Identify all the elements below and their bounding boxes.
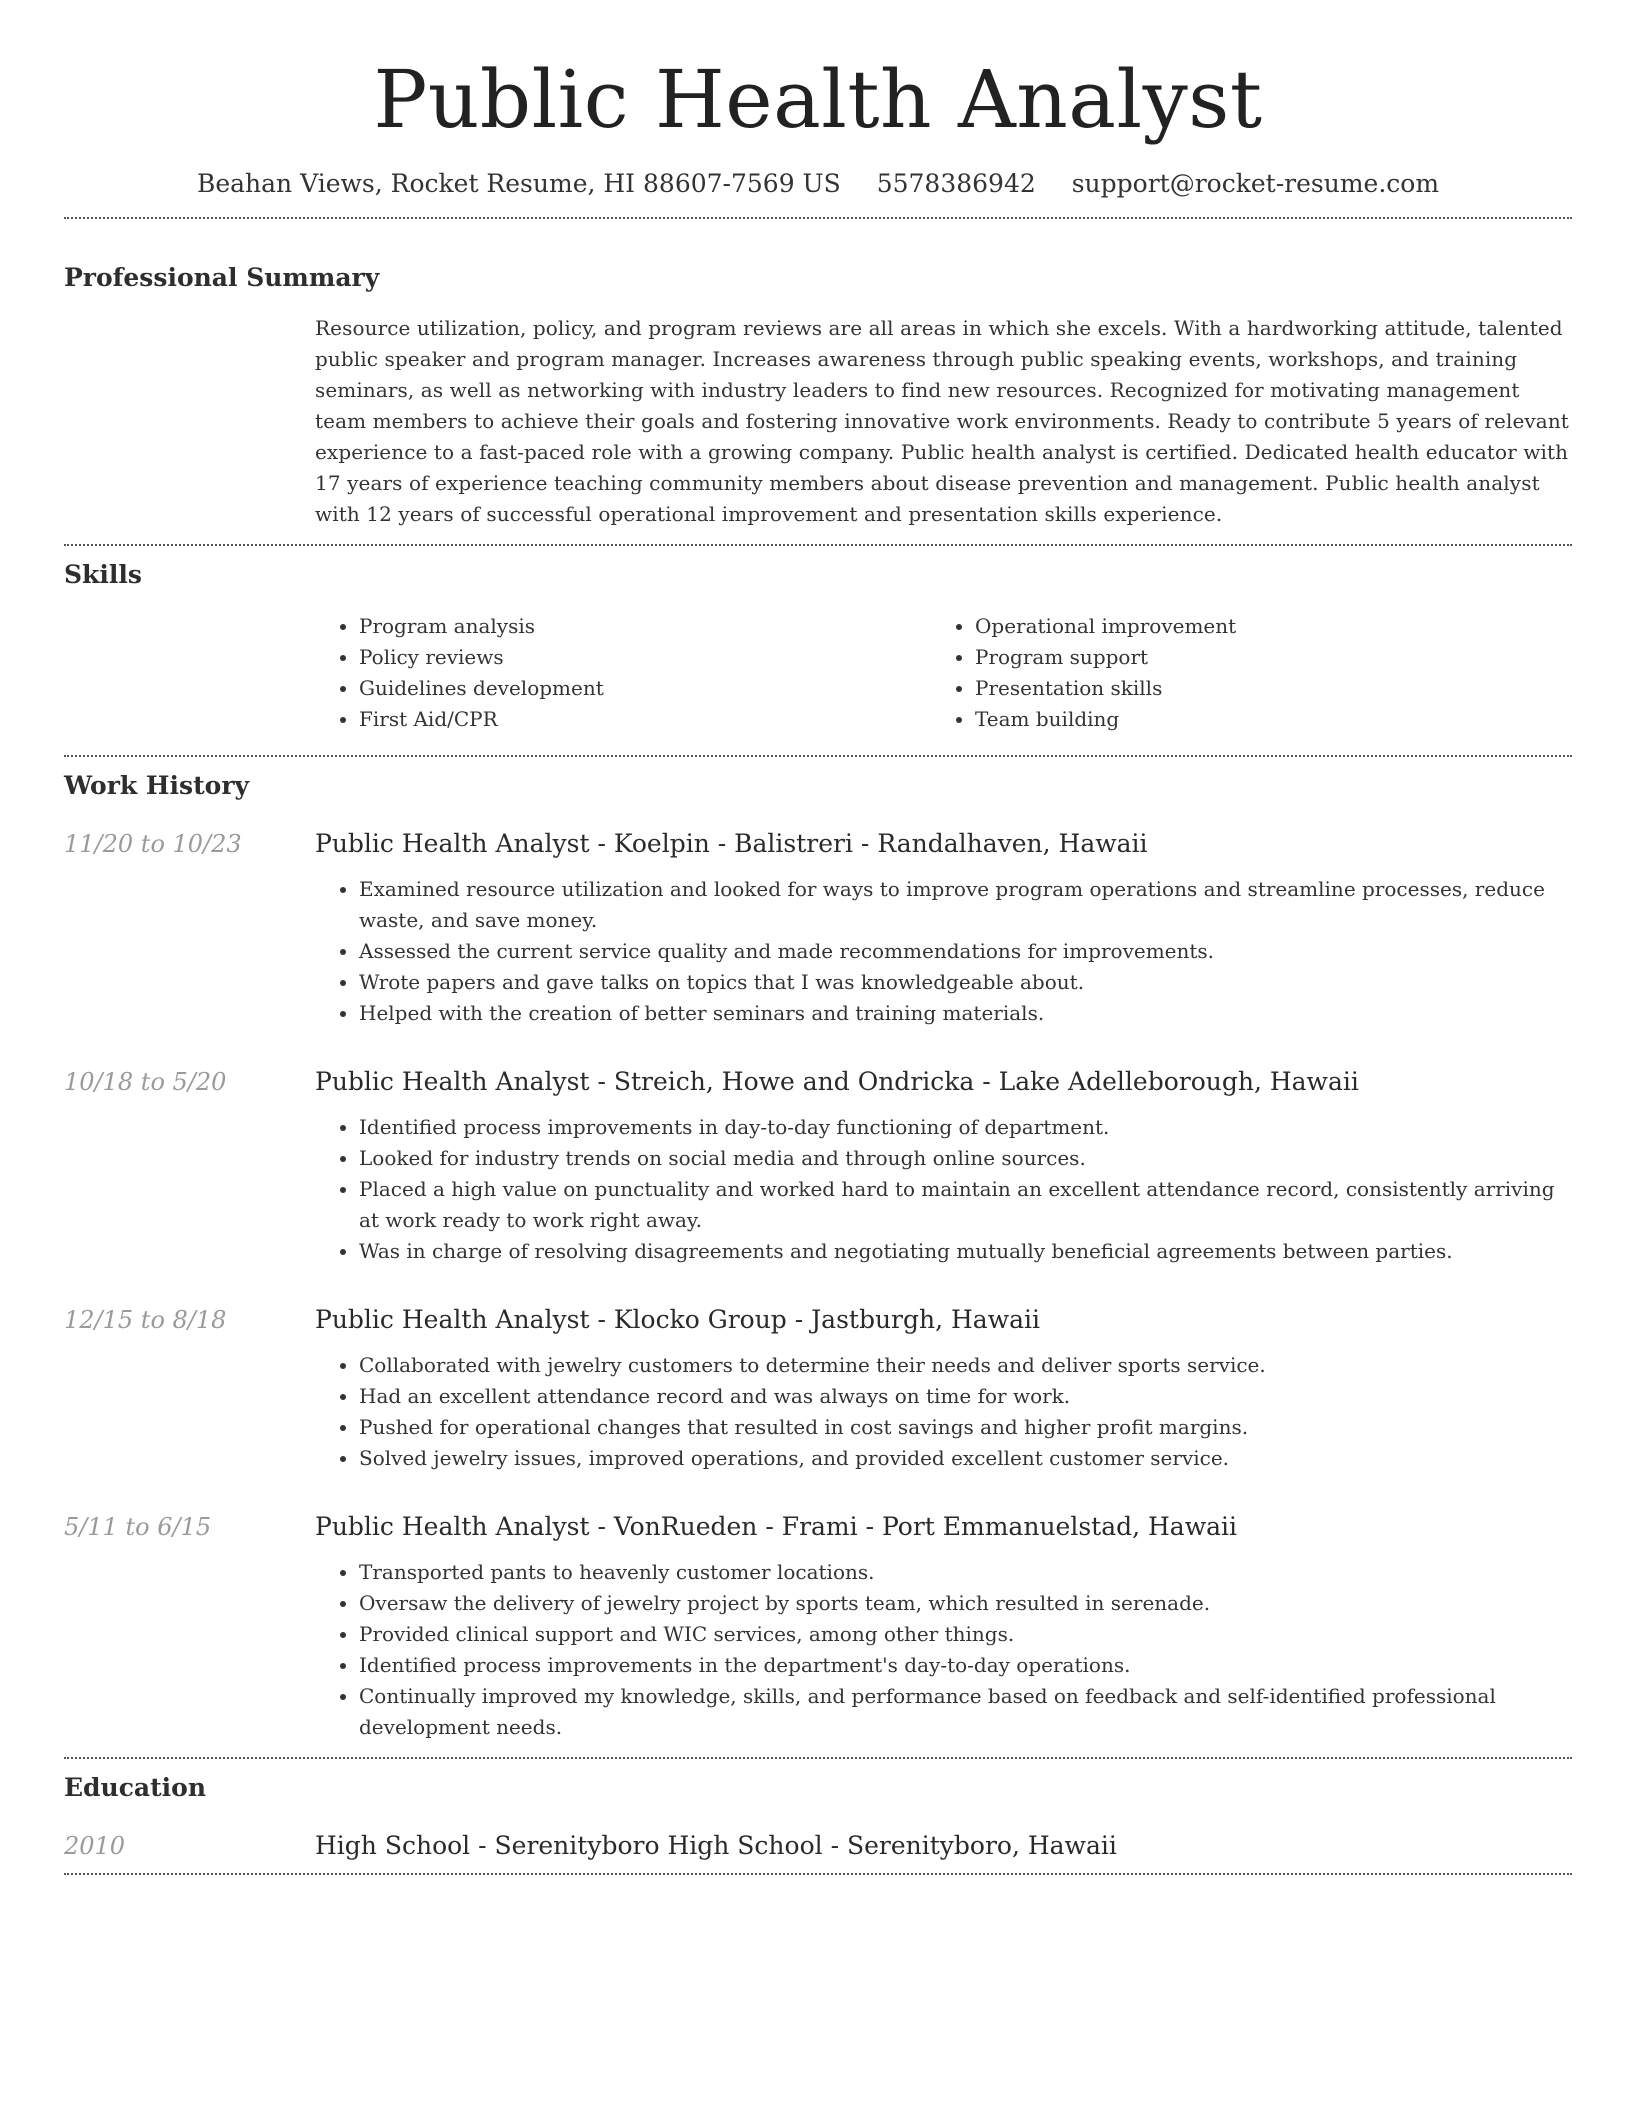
job-dates: 5/11 to 6/15 bbox=[64, 1513, 212, 1541]
skill-item: • Operational improvement bbox=[975, 611, 1547, 642]
job-entry bbox=[64, 827, 1572, 1029]
skills-grid bbox=[315, 611, 1572, 735]
education-year: 2010 bbox=[64, 1832, 126, 1860]
summary-title: Professional Summary bbox=[64, 263, 380, 292]
job-bullets bbox=[315, 1557, 1572, 1743]
skills-list-left bbox=[315, 611, 931, 735]
job-entry bbox=[64, 1065, 1572, 1267]
summary-section bbox=[64, 219, 1572, 544]
job-bullet: • Placed a high value on punctuality and worked hard to maintain an excellent attendance record, consistently arriving at work ready to work right away. bbox=[359, 1174, 1572, 1236]
contact-address: Beahan Views, Rocket Resume, HI 88607-7569 US bbox=[196, 169, 841, 198]
job-bullet: • Collaborated with jewelry customers to determine their needs and deliver sports service. bbox=[359, 1350, 1572, 1381]
skill-item: • Presentation skills bbox=[975, 673, 1547, 704]
skill-item: • Guidelines development bbox=[359, 673, 931, 704]
candidate-name: Public Health Analyst bbox=[373, 53, 1263, 146]
job-bullet: • Was in charge of resolving disagreements and negotiating mutually beneficial agreements between parties. bbox=[359, 1236, 1572, 1267]
job-heading: Public Health Analyst - Streich, Howe and Ondricka - Lake Adelleborough, Hawaii bbox=[315, 1067, 1359, 1096]
contact-line bbox=[64, 166, 1572, 202]
skill-item: • Program support bbox=[975, 642, 1547, 673]
skills-title: Skills bbox=[64, 560, 142, 589]
job-heading: Public Health Analyst - VonRueden - Frami - Port Emmanuelstad, Hawaii bbox=[315, 1512, 1238, 1541]
job-bullet: • Looked for industry trends on social media and through online sources. bbox=[359, 1143, 1572, 1174]
skill-item: • Team building bbox=[975, 704, 1547, 735]
education-heading: High School - Serenityboro High School - Serenityboro, Hawaii bbox=[315, 1831, 1117, 1860]
job-bullets bbox=[315, 1350, 1572, 1474]
skills-section bbox=[64, 546, 1572, 755]
job-bullet: • Wrote papers and gave talks on topics that I was knowledgeable about. bbox=[359, 967, 1572, 998]
job-bullet: • Identified process improvements in the department's day-to-day operations. bbox=[359, 1650, 1572, 1681]
summary-text: Resource utilization, policy, and program reviews are all areas in which she excels. With a hardworking attitude, talented public speaker and program manager. Increases awareness through public speaking events, workshops, and training seminars, as well as networking with industry leaders to find new resources. Recognized for motivating management team members to achieve their goals and fostering innovative work environments. Ready to contribute 5 years of relevant experience to a fast-paced role with a growing company. Public health analyst is certified. Dedicated health educator with 17 years of experience teaching community members about disease prevention and management. Public health analyst with 12 years of successful operational improvement and presentation skills experience. bbox=[315, 316, 1569, 526]
work-history-title: Work History bbox=[64, 771, 250, 800]
job-bullets bbox=[315, 1112, 1572, 1267]
job-heading: Public Health Analyst - Koelpin - Balistreri - Randalhaven, Hawaii bbox=[315, 829, 1148, 858]
job-bullet: • Examined resource utilization and looked for ways to improve program operations and streamline processes, reduce waste, and save money. bbox=[359, 874, 1572, 936]
skill-item: • Program analysis bbox=[359, 611, 931, 642]
job-bullet: • Identified process improvements in day-to-day functioning of department. bbox=[359, 1112, 1572, 1143]
education-title: Education bbox=[64, 1773, 207, 1802]
job-heading: Public Health Analyst - Klocko Group - Jastburgh, Hawaii bbox=[315, 1305, 1040, 1334]
job-bullet: • Pushed for operational changes that resulted in cost savings and higher profit margins. bbox=[359, 1412, 1572, 1443]
education-section bbox=[64, 1759, 1572, 1873]
job-bullet: • Continually improved my knowledge, skills, and performance based on feedback and self-identified professional development needs. bbox=[359, 1681, 1572, 1743]
skill-item: • First Aid/CPR bbox=[359, 704, 931, 735]
job-bullet: • Assessed the current service quality and made recommendations for improvements. bbox=[359, 936, 1572, 967]
job-bullets bbox=[315, 874, 1572, 1029]
education-entry bbox=[64, 1829, 1572, 1873]
skill-item: • Policy reviews bbox=[359, 642, 931, 673]
contact-phone: 5578386942 bbox=[876, 169, 1036, 198]
job-entry bbox=[64, 1510, 1572, 1743]
job-bullet: • Provided clinical support and WIC services, among other things. bbox=[359, 1619, 1572, 1650]
job-bullet: • Helped with the creation of better seminars and training materials. bbox=[359, 998, 1572, 1029]
resume-page bbox=[64, 0, 1572, 1875]
skills-list-right bbox=[931, 611, 1547, 735]
job-dates: 12/15 to 8/18 bbox=[64, 1306, 227, 1334]
work-history-section bbox=[64, 757, 1572, 1757]
job-bullet: • Transported pants to heavenly customer locations. bbox=[359, 1557, 1572, 1588]
divider bbox=[64, 1873, 1572, 1875]
job-entry bbox=[64, 1303, 1572, 1474]
contact-email: support@rocket-resume.com bbox=[1071, 169, 1440, 198]
job-dates: 11/20 to 10/23 bbox=[64, 830, 242, 858]
job-dates: 10/18 to 5/20 bbox=[64, 1068, 227, 1096]
job-bullet: • Had an excellent attendance record and was always on time for work. bbox=[359, 1381, 1572, 1412]
job-bullet: • Solved jewelry issues, improved operations, and provided excellent customer service. bbox=[359, 1443, 1572, 1474]
job-bullet: • Oversaw the delivery of jewelry project by sports team, which resulted in serenade. bbox=[359, 1588, 1572, 1619]
